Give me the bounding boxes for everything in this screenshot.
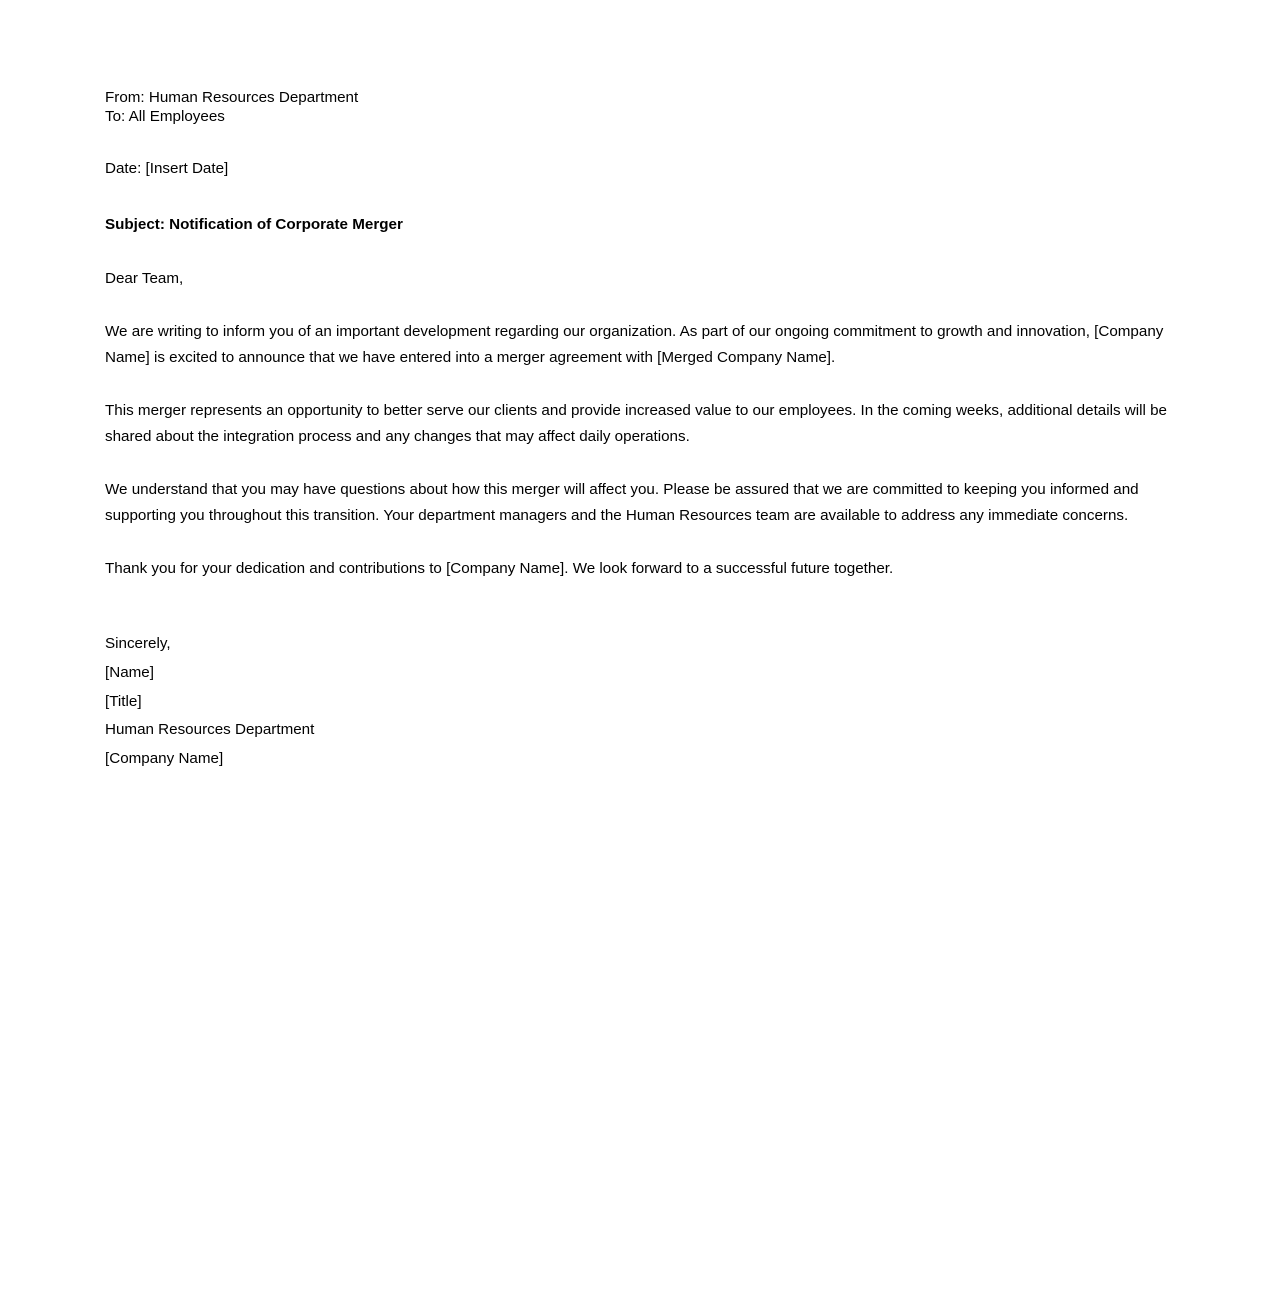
- date-line: Date: [Insert Date]: [105, 160, 229, 177]
- signature-title: [Title]: [105, 692, 142, 710]
- signature-company: [Company Name]: [105, 750, 224, 768]
- address-block: [105, 88, 1170, 126]
- body-paragraph-1: We are writing to inform you of an important development regarding our organization. As part of our ongoing commitment to growth and innovation, [Company Name] is excited to announce that we have entered into a merger agreement with [Merged Company Name].: [105, 323, 1164, 366]
- letter-body: [105, 88, 1170, 774]
- to-line: To: All Employees: [105, 108, 225, 125]
- body-paragraph-3: We understand that you may have questions about how this merger will affect you. Please be assured that we are committed to keeping you informed and supporting you throughout this transition. Your department managers and the Human Resources team are available to address any immediate concerns.: [105, 481, 1139, 524]
- body-paragraph-2: This merger represents an opportunity to better serve our clients and provide increased value to our employees. In the coming weeks, additional details will be shared about the integration process and any changes that may affect daily operations.: [105, 402, 1168, 445]
- subject-line: Subject: Notification of Corporate Merger: [105, 216, 403, 233]
- salutation: Dear Team,: [105, 270, 184, 287]
- signature-block: [105, 630, 1170, 774]
- from-line: From: Human Resources Department: [105, 89, 359, 106]
- signature-name: [Name]: [105, 663, 154, 681]
- signature-department: Human Resources Department: [105, 721, 315, 739]
- signature-closing: Sincerely,: [105, 635, 171, 652]
- closing-paragraph: Thank you for your dedication and contributions to [Company Name]. We look forward to a successful future together.: [105, 560, 894, 577]
